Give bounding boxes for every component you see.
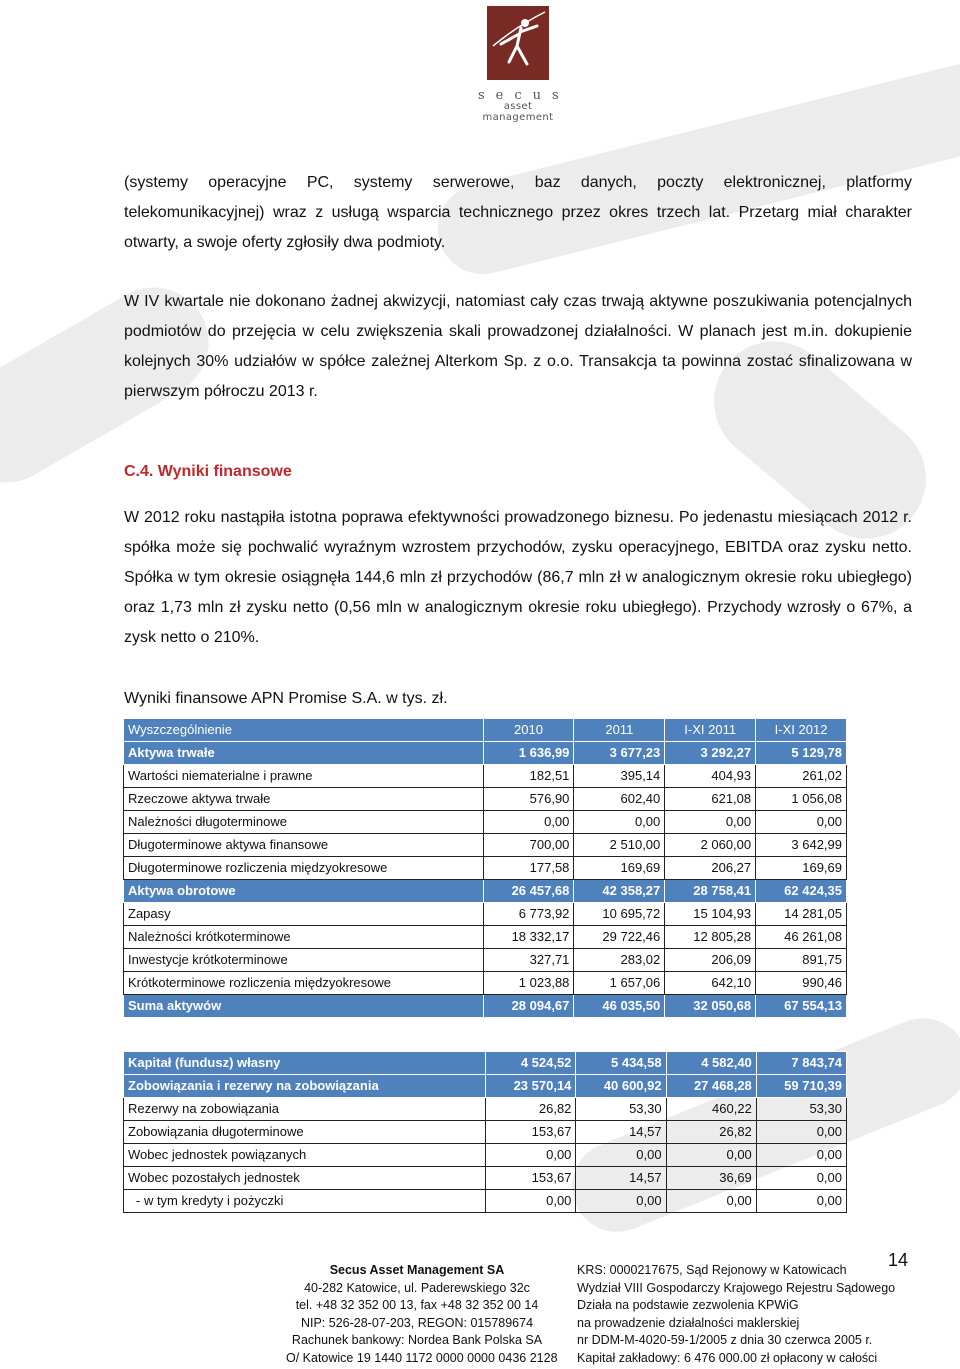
value-cell: 169,69: [574, 857, 665, 880]
footer-line: na prowadzenie działalności maklerskiej: [577, 1315, 800, 1330]
value-cell: 28 758,41: [665, 880, 756, 903]
value-cell: 1 636,99: [483, 742, 574, 765]
table-row: [124, 995, 847, 1018]
table-row: [124, 1190, 847, 1213]
table-caption: Wyniki finansowe APN Promise S.A. w tys. zł.: [124, 690, 448, 707]
row-label: Zobowiązania długoterminowe: [124, 1121, 486, 1144]
value-cell: 29 722,46: [574, 926, 665, 949]
value-cell: 0,00: [486, 1190, 576, 1213]
table-row: [124, 834, 847, 857]
value-cell: 18 332,17: [483, 926, 574, 949]
value-cell: 6 773,92: [483, 903, 574, 926]
footer-line: KRS: 0000217675, Sąd Rejonowy w Katowicach: [577, 1263, 847, 1277]
table-row: [124, 857, 847, 880]
value-cell: 990,46: [756, 972, 847, 995]
table-row: [124, 1144, 847, 1167]
value-cell: 404,93: [665, 765, 756, 788]
value-cell: 700,00: [483, 834, 574, 857]
value-cell: 26,82: [486, 1098, 576, 1121]
value-cell: 0,00: [486, 1144, 576, 1167]
footer-line: Rachunek bankowy: Nordea Bank Polska SA: [291, 1333, 543, 1347]
value-cell: 0,00: [666, 1144, 756, 1167]
row-label: Należności krótkoterminowe: [124, 926, 484, 949]
value-cell: 1 657,06: [574, 972, 665, 995]
value-cell: 0,00: [666, 1190, 756, 1213]
value-cell: 5 434,58: [576, 1052, 666, 1075]
value-cell: 14 281,05: [756, 903, 847, 926]
value-cell: 46 035,50: [574, 995, 665, 1018]
row-label: Zapasy: [124, 903, 484, 926]
value-cell: 0,00: [483, 811, 574, 834]
value-cell: 0,00: [574, 811, 665, 834]
value-cell: 62 424,35: [756, 880, 847, 903]
value-cell: 177,58: [483, 857, 574, 880]
value-cell: 12 805,28: [665, 926, 756, 949]
table-row: [124, 903, 847, 926]
value-cell: 182,51: [483, 765, 574, 788]
value-cell: 59 710,39: [756, 1075, 846, 1098]
value-cell: 4 524,52: [486, 1052, 576, 1075]
row-label: Inwestycje krótkoterminowe: [124, 949, 484, 972]
value-cell: 261,02: [756, 765, 847, 788]
value-cell: 1 023,88: [483, 972, 574, 995]
table-row: [124, 765, 847, 788]
value-cell: 4 582,40: [666, 1052, 756, 1075]
table-row: [124, 1098, 847, 1121]
value-cell: 0,00: [756, 1190, 846, 1213]
value-cell: 32 050,68: [665, 995, 756, 1018]
value-cell: 46 261,08: [756, 926, 847, 949]
header-cell: I-XI 2011: [665, 719, 756, 742]
value-cell: 36,69: [666, 1167, 756, 1190]
value-cell: 283,02: [574, 949, 665, 972]
value-cell: 2 060,00: [665, 834, 756, 857]
row-label: Wobec pozostałych jednostek: [124, 1167, 486, 1190]
footer-line: Wydział VIII Gospodarczy Krajowego Rejestru Sądowego: [577, 1280, 896, 1295]
footer-company-info: [286, 1262, 558, 1367]
assets-table-body: [124, 742, 847, 1018]
row-label: - w tym kredyty i pożyczki: [124, 1190, 486, 1213]
athlete-figure-icon: [487, 6, 549, 80]
paragraph-financial-results: W 2012 roku nastąpiła istotna poprawa efektywności prowadzonego biznesu. Po jedenastu miesiącach 2012 r. spółka może się pochwalić wyraźnym wzrostem przychodów, zysku operacyjnego, EBITDA oraz zysku netto. Spółka w tym okresie osiągnęła 144,6 mln zł przychodów (86,7 mln zł w analogicznym okresie roku ubiegłego) oraz 1,73 mln zł zysku netto (0,56 mln w analogicznym okresie roku ubiegłego). Przychody wzrosły o 67%, a zysk netto o 210%.: [124, 509, 912, 646]
row-label: Aktywa trwałe: [124, 742, 484, 765]
value-cell: 602,40: [574, 788, 665, 811]
table-row: [124, 811, 847, 834]
header-cell: Wyszczególnienie: [124, 719, 484, 742]
value-cell: 460,22: [666, 1098, 756, 1121]
value-cell: 621,08: [665, 788, 756, 811]
value-cell: 153,67: [486, 1167, 576, 1190]
footer-line: tel. +48 32 352 00 13, fax +48 32 352 00 14: [295, 1298, 539, 1312]
row-label: Kapitał (fundusz) własny: [124, 1052, 486, 1075]
value-cell: 169,69: [756, 857, 847, 880]
table-row: [124, 1075, 847, 1098]
value-cell: 0,00: [576, 1190, 666, 1213]
value-cell: 7 843,74: [756, 1052, 846, 1075]
header-cell: I-XI 2012: [756, 719, 847, 742]
value-cell: 53,30: [576, 1098, 666, 1121]
value-cell: 0,00: [576, 1144, 666, 1167]
value-cell: 53,30: [756, 1098, 846, 1121]
table-row: [124, 1052, 847, 1075]
row-label: Rzeczowe aktywa trwałe: [124, 788, 484, 811]
table-row: [124, 1167, 847, 1190]
row-label: Wobec jednostek powiązanych: [124, 1144, 486, 1167]
value-cell: 26 457,68: [483, 880, 574, 903]
liabilities-table: [123, 1051, 847, 1213]
page-number: 14: [888, 1250, 909, 1270]
value-cell: 0,00: [756, 1144, 846, 1167]
value-cell: 27 468,28: [666, 1075, 756, 1098]
value-cell: 3 677,23: [574, 742, 665, 765]
assets-table: [123, 718, 847, 1018]
value-cell: 10 695,72: [574, 903, 665, 926]
value-cell: 206,09: [665, 949, 756, 972]
row-label: Zobowiązania i rezerwy na zobowiązania: [124, 1075, 486, 1098]
header-cell: 2010: [483, 719, 574, 742]
value-cell: 0,00: [756, 1167, 846, 1190]
table-row: [124, 880, 847, 903]
table-row: [124, 742, 847, 765]
value-cell: 1 056,08: [756, 788, 847, 811]
table-row: [124, 788, 847, 811]
row-label: Rezerwy na zobowiązania: [124, 1098, 486, 1121]
value-cell: 3 292,27: [665, 742, 756, 765]
value-cell: 642,10: [665, 972, 756, 995]
footer-line: O/ Katowice 19 1440 1172 0000 0000 0436 2128: [286, 1350, 558, 1365]
value-cell: 5 129,78: [756, 742, 847, 765]
value-cell: 206,27: [665, 857, 756, 880]
value-cell: 327,71: [483, 949, 574, 972]
table-header-row: [124, 719, 847, 742]
paragraph-tender: (systemy operacyjne PC, systemy serwerowe, baz danych, poczty elektronicznej, platformy telekomunikacyjnej) wraz z usługą wsparcia technicznego przez okres trzech lat. Przetarg miał charakter otwarty, a swoje oferty zgłosiły dwa podmioty.: [124, 174, 912, 251]
table-row: [124, 926, 847, 949]
table-row: [124, 972, 847, 995]
value-cell: 153,67: [486, 1121, 576, 1144]
value-cell: 67 554,13: [756, 995, 847, 1018]
value-cell: 28 094,67: [483, 995, 574, 1018]
row-label: Krótkoterminowe rozliczenia międzyokresowe: [124, 972, 484, 995]
table-row: [124, 1121, 847, 1144]
value-cell: 576,90: [483, 788, 574, 811]
footer-line: NIP: 526-28-07-203, REGON: 015789674: [300, 1315, 534, 1330]
liabilities-table-body: [124, 1052, 847, 1213]
logo-tagline: asset management: [482, 101, 554, 123]
value-cell: 3 642,99: [756, 834, 847, 857]
footer-line: 40-282 Katowice, ul. Paderewskiego 32c: [304, 1280, 530, 1295]
value-cell: 14,57: [576, 1167, 666, 1190]
company-logo: [468, 6, 568, 130]
value-cell: 40 600,92: [576, 1075, 666, 1098]
value-cell: 26,82: [666, 1121, 756, 1144]
logo-wordmark: secus: [478, 88, 570, 103]
table-row: [124, 949, 847, 972]
value-cell: 23 570,14: [486, 1075, 576, 1098]
section-heading: C.4. Wyniki finansowe: [124, 463, 292, 480]
value-cell: 2 510,00: [574, 834, 665, 857]
value-cell: 15 104,93: [665, 903, 756, 926]
row-label: Należności długoterminowe: [124, 811, 484, 834]
value-cell: 42 358,27: [574, 880, 665, 903]
row-label: Aktywa obrotowe: [124, 880, 484, 903]
value-cell: 14,57: [576, 1121, 666, 1144]
value-cell: 0,00: [756, 811, 847, 834]
paragraph-acquisitions: W IV kwartale nie dokonano żadnej akwizycji, natomiast cały czas trwają aktywne poszukiwania potencjalnych podmiotów do przejęcia w celu zwiększenia skali prowadzonej działalności. W planach jest m.in. dokupienie kolejnych 30% udziałów w spółce zależnej Alterkom Sp. z o.o. Transakcja ta powinna zostać sfinalizowana w pierwszym półroczu 2013 r.: [124, 293, 912, 400]
row-label: Wartości niematerialne i prawne: [124, 765, 484, 788]
footer-line: Działa na podstawie zezwolenia KPWiG: [577, 1298, 799, 1312]
value-cell: 395,14: [574, 765, 665, 788]
logo-emblem-icon: [487, 6, 549, 80]
footer-line: Kapitał zakładowy: 6 476 000.00 zł opłacony w całości: [577, 1350, 878, 1365]
header-cell: 2011: [574, 719, 665, 742]
row-label: Suma aktywów: [124, 995, 484, 1018]
row-label: Długoterminowe aktywa finansowe: [124, 834, 484, 857]
footer-line: Secus Asset Management SA: [329, 1263, 505, 1277]
row-label: Długoterminowe rozliczenia międzyokresowe: [124, 857, 484, 880]
value-cell: 891,75: [756, 949, 847, 972]
value-cell: 0,00: [756, 1121, 846, 1144]
footer-line: nr DDM-M-4020-59-1/2005 z dnia 30 czerwca 2005 r.: [577, 1333, 873, 1347]
value-cell: 0,00: [665, 811, 756, 834]
footer-registration-info: [577, 1262, 895, 1367]
